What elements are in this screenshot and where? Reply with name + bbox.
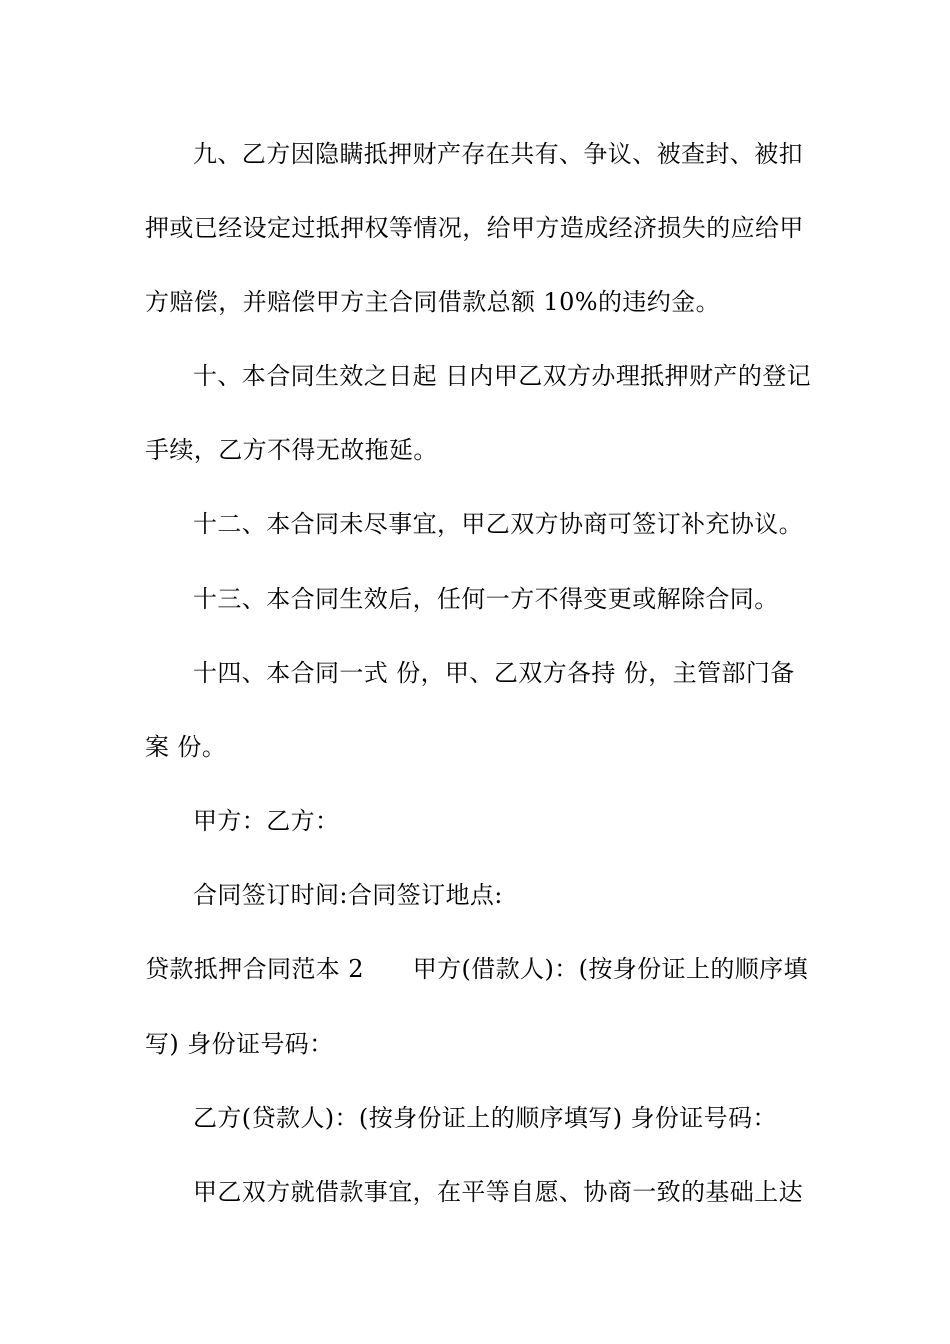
clause-9-line-1: 九、乙方因隐瞒抵押财产存在共有、争议、被查封、被扣 [193, 140, 803, 168]
clause-14-line-2: 案 份。 [145, 733, 227, 761]
clause-12-line-1: 十二、本合同未尽事宜，甲乙双方协商可签订补充协议。 [193, 510, 803, 538]
clause-13-line-1: 十三、本合同生效后，任何一方不得变更或解除合同。 [193, 585, 779, 613]
signing-time-place-line: 合同签订时间:合同签订地点: [193, 881, 503, 909]
clause-10-line-1: 十、本合同生效之日起 日内甲乙双方办理抵押财产的登记 [193, 362, 812, 390]
template-2-borrower-id-line: 写) 身份证号码： [145, 1030, 334, 1058]
clause-9-line-3: 方赔偿，并赔偿甲方主合同借款总额 10%的违约金。 [145, 288, 720, 316]
template-2-heading-line: 贷款抵押合同范本 2 甲方(借款人)：(按身份证上的顺序填 [145, 955, 808, 983]
clause-9-line-2: 押或已经设定过抵押权等情况，给甲方造成经济损失的应给甲 [145, 214, 804, 242]
template-2-intro-line: 甲乙双方就借款事宜，在平等自愿、协商一致的基础上达 [193, 1178, 803, 1206]
clause-14-line-1: 十四、本合同一式 份，甲、乙双方各持 份，主管部门备 [193, 659, 795, 687]
template-2-lender-line: 乙方(贷款人)：(按身份证上的顺序填写) 身份证号码： [193, 1104, 777, 1132]
signature-parties-line: 甲方：乙方： [193, 807, 340, 835]
clause-10-line-2: 手续，乙方不得无故拖延。 [145, 436, 438, 464]
